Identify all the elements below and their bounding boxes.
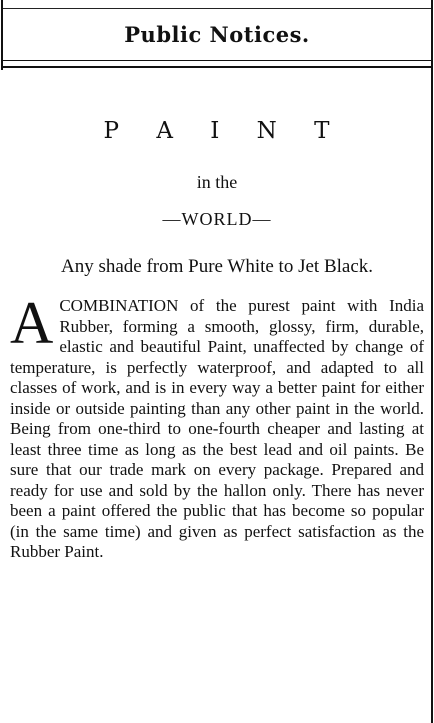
advert-title: P A I N T xyxy=(103,118,345,144)
advert-tagline: Any shade from Pure White to Jet Black. xyxy=(60,256,374,277)
advert-body xyxy=(10,290,424,563)
heading-rule-thick xyxy=(3,66,431,68)
advert-body-text: COMBINATION of the purest paint with India Rubber, forming a smooth, glossy, firm, durable, elastic and beautiful Paint, unaffected by change of temperature, is perfectly waterproof, and adapted to all classes of work, and is in every way a better paint for either inside or outside painting than any other paint in the world. Being from one-third to one-fourth cheaper and lasting at least three time as long as the best lead and oil paints. Be sure that our trade mark on every package. Prepared and ready for use and sold by the hallon only. There has never been a paint offered the public that has become so popular (in the same time) and given as perfect satisfaction as the Rubber Paint. xyxy=(10,296,424,561)
heading-rule-thin xyxy=(3,60,431,61)
drop-cap: A xyxy=(10,290,54,356)
top-rule xyxy=(3,8,431,9)
section-heading: Public Notices. xyxy=(124,22,310,47)
advert-subtitle-in: in the xyxy=(196,172,238,192)
right-column-rule xyxy=(431,0,433,723)
advert-subtitle-world: —WORLD— xyxy=(162,209,272,229)
